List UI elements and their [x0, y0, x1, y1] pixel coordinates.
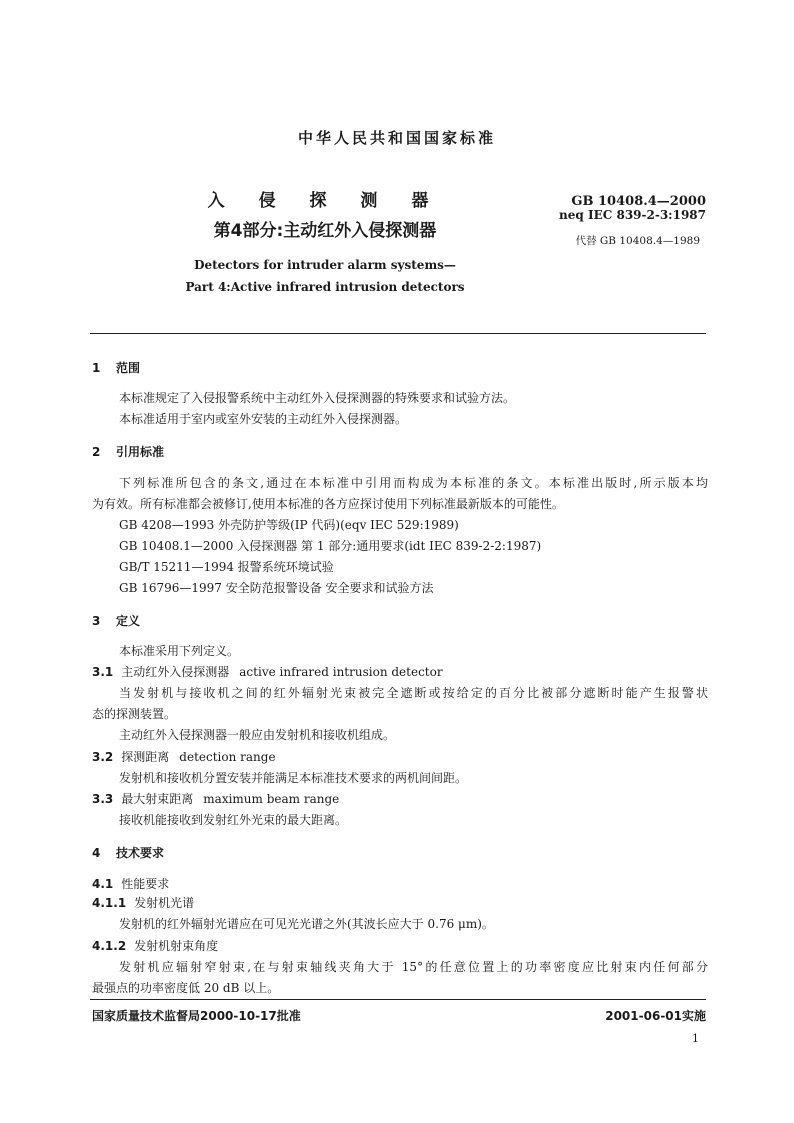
subsection-heading: [92, 894, 194, 911]
definition-number: 3.3: [92, 792, 114, 806]
subsection-heading: [92, 937, 218, 954]
neq-reference: neq IEC 839-2-3:1987: [559, 208, 706, 222]
paragraph: 本标准采用下列定义。: [119, 644, 240, 658]
definition-term-en: maximum beam range: [203, 792, 340, 806]
paragraph: 发射机和接收机分置安装并能满足本标准技术要求的两机间间距。: [119, 771, 468, 785]
standard-code: GB 10408.4—2000: [571, 194, 706, 209]
paragraph-line: 态的探测装置。: [92, 707, 177, 721]
definition-term: 最大射束距离: [121, 792, 194, 806]
section-number: 2: [92, 445, 101, 459]
paragraph-line: 为有效。所有标准都会被修订,使用本标准的各方应探讨使用下列标准最新版本的可能性。: [92, 497, 564, 511]
definition-heading: [92, 790, 339, 807]
reference-item: GB 16796—1997 安全防范报警设备 安全要求和试验方法: [119, 581, 434, 595]
title-en-part: Part 4:Active infrared intrusion detectors: [185, 280, 465, 294]
definition-heading: [92, 748, 276, 765]
title-cn-part: 第4部分:主动红外入侵探测器: [213, 221, 437, 241]
country-standard-heading: 中华人民共和国国家标准: [297, 129, 496, 147]
implementation-date: 2001-06-01实施: [605, 1009, 706, 1023]
section-title: 范围: [116, 361, 141, 375]
paragraph: 本标准适用于室内或室外安装的主动红外入侵探测器。: [119, 412, 408, 426]
paragraph: 本标准规定了入侵报警系统中主动红外入侵探测器的特殊要求和试验方法。: [119, 391, 516, 405]
definition-term-en: active infrared intrusion detector: [239, 665, 443, 679]
paragraph: 主动红外入侵探测器一般应由发射机和接收机组成。: [119, 728, 396, 742]
footer-divider: [90, 999, 706, 1000]
page-number: 1: [692, 1032, 699, 1045]
paragraph-line: 当发射机与接收机之间的红外辐射光束被完全遮断或按给定的百分比被部分遮断时能产生报警状: [119, 686, 708, 700]
subsection-number: 4.1.1: [92, 896, 127, 910]
subsection-title: 发射机光谱: [134, 896, 195, 910]
section-number: 3: [92, 614, 101, 628]
definition-number: 3.1: [92, 665, 114, 679]
definition-term: 探测距离: [121, 750, 170, 764]
paragraph-line: 最强点的功率密度低 20 dB 以上。: [92, 981, 280, 995]
section-1-heading: [92, 359, 140, 376]
section-title: 定义: [116, 614, 141, 628]
definition-heading: [92, 663, 443, 680]
section-4-heading: [92, 844, 164, 861]
paragraph-line: 下列标准所包含的条文,通过在本标准中引用而构成为本标准的条文。本标准出版时,所示版本均: [119, 476, 708, 490]
section-number: 4: [92, 846, 101, 860]
definition-number: 3.2: [92, 750, 114, 764]
subsection-title: 发射机射束角度: [134, 939, 219, 953]
subsection-number: 4.1: [92, 877, 114, 891]
header-divider: [90, 333, 706, 334]
paragraph: [92, 684, 708, 701]
subsection-title: 性能要求: [121, 877, 170, 891]
section-title: 技术要求: [116, 846, 165, 860]
reference-item: GB 4208—1993 外壳防护等级(IP 代码)(eqv IEC 529:1989): [119, 518, 459, 532]
definition-term-en: detection range: [179, 750, 276, 764]
paragraph: 接收机能接收到发射红外光束的最大距离。: [119, 813, 348, 827]
paragraph-line: 发射机应辐射窄射束,在与射束轴线夹角大于 15°的任意位置上的功率密度应比射束内任何部分: [119, 960, 708, 974]
reference-item: GB/T 15211—1994 报警系统环境试验: [119, 560, 334, 574]
replaces-standard: 代替 GB 10408.4—1989: [575, 235, 700, 247]
approval-line: 国家质量技术监督局2000-10-17批准: [92, 1009, 301, 1023]
paragraph: [92, 958, 708, 975]
definition-term: 主动红外入侵探测器: [121, 665, 230, 679]
paragraph: [92, 474, 708, 491]
section-number: 1: [92, 361, 101, 375]
subsection-heading: [92, 875, 169, 892]
title-cn-main: 入 侵 探 测 器: [207, 191, 443, 211]
reference-item: GB 10408.1—2000 入侵探测器 第 1 部分:通用要求(idt IEC 839-2-2:1987): [119, 539, 542, 553]
section-title: 引用标准: [116, 445, 165, 459]
section-2-heading: [92, 443, 164, 460]
paragraph: 发射机的红外辐射光谱应在可见光光谱之外(其波长应大于 0.76 μm)。: [119, 917, 494, 931]
subsection-number: 4.1.2: [92, 939, 127, 953]
section-3-heading: [92, 612, 140, 629]
title-en-main: Detectors for intruder alarm systems—: [194, 258, 456, 272]
